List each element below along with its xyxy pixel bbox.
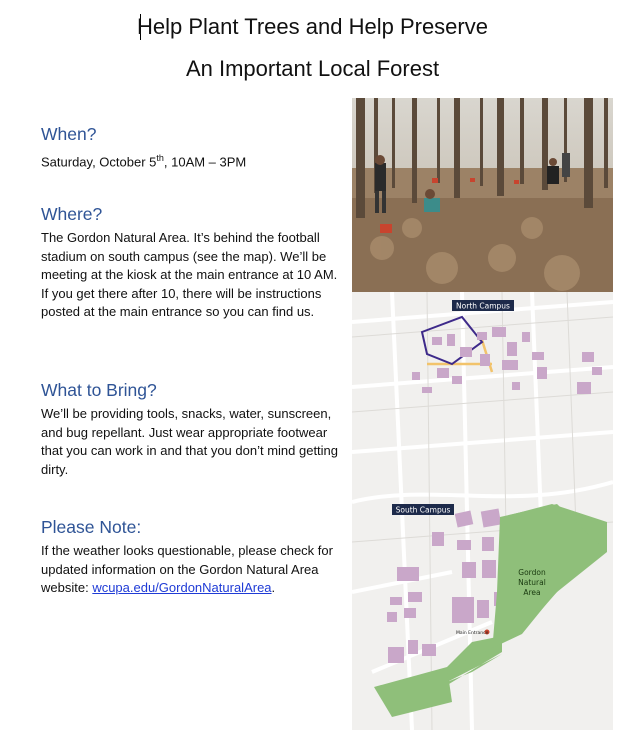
website-link[interactable]: wcupa.edu/GordonNaturalArea (92, 580, 272, 595)
title-line-2: An Important Local Forest (185, 56, 440, 81)
note-period: . (271, 580, 276, 595)
forest-volunteers-photo (352, 98, 613, 292)
when-text (41, 149, 341, 172)
natural-area-label-3: Area (523, 588, 541, 597)
note-body: If the weather looks questionable, please check for updated information on the Gordon Natural Area website: (41, 543, 333, 595)
when-superscript: th (156, 153, 164, 163)
where-heading: Where? (41, 204, 103, 224)
natural-area-label-1: Gordon (518, 568, 546, 577)
where-section (41, 204, 341, 322)
note-text (41, 542, 341, 598)
when-heading: When? (41, 124, 97, 144)
when-time: , 10AM – 3PM (163, 154, 247, 170)
when-date: Saturday, October 5 (41, 154, 157, 170)
note-section (41, 517, 341, 598)
note-heading: Please Note: (41, 517, 142, 537)
bring-text: We’ll be providing tools, snacks, water, sunscreen, and bug repellant. Just wear appropriate footwear that you can work in and that you don’t mind getting dirty. (41, 406, 339, 477)
bring-heading: What to Bring? (41, 380, 157, 400)
south-campus-label: South Campus (395, 505, 451, 515)
when-section (41, 124, 341, 172)
natural-area-label-2: Natural (518, 578, 546, 587)
title-line-1: Help Plant Trees and Help Preserve (137, 14, 488, 39)
north-campus-label: North Campus (456, 301, 510, 311)
main-entrance-label: Main Entrance (456, 631, 489, 636)
where-text: The Gordon Natural Area. It’s behind the football stadium on south campus (see the map). We’ll be meeting at the kiosk at the main entrance at 10 AM. If you get there after 10, there will be instructions posted at the main entrance so you can find us. (41, 230, 338, 319)
campus-map (352, 292, 613, 730)
bring-section (41, 380, 341, 479)
